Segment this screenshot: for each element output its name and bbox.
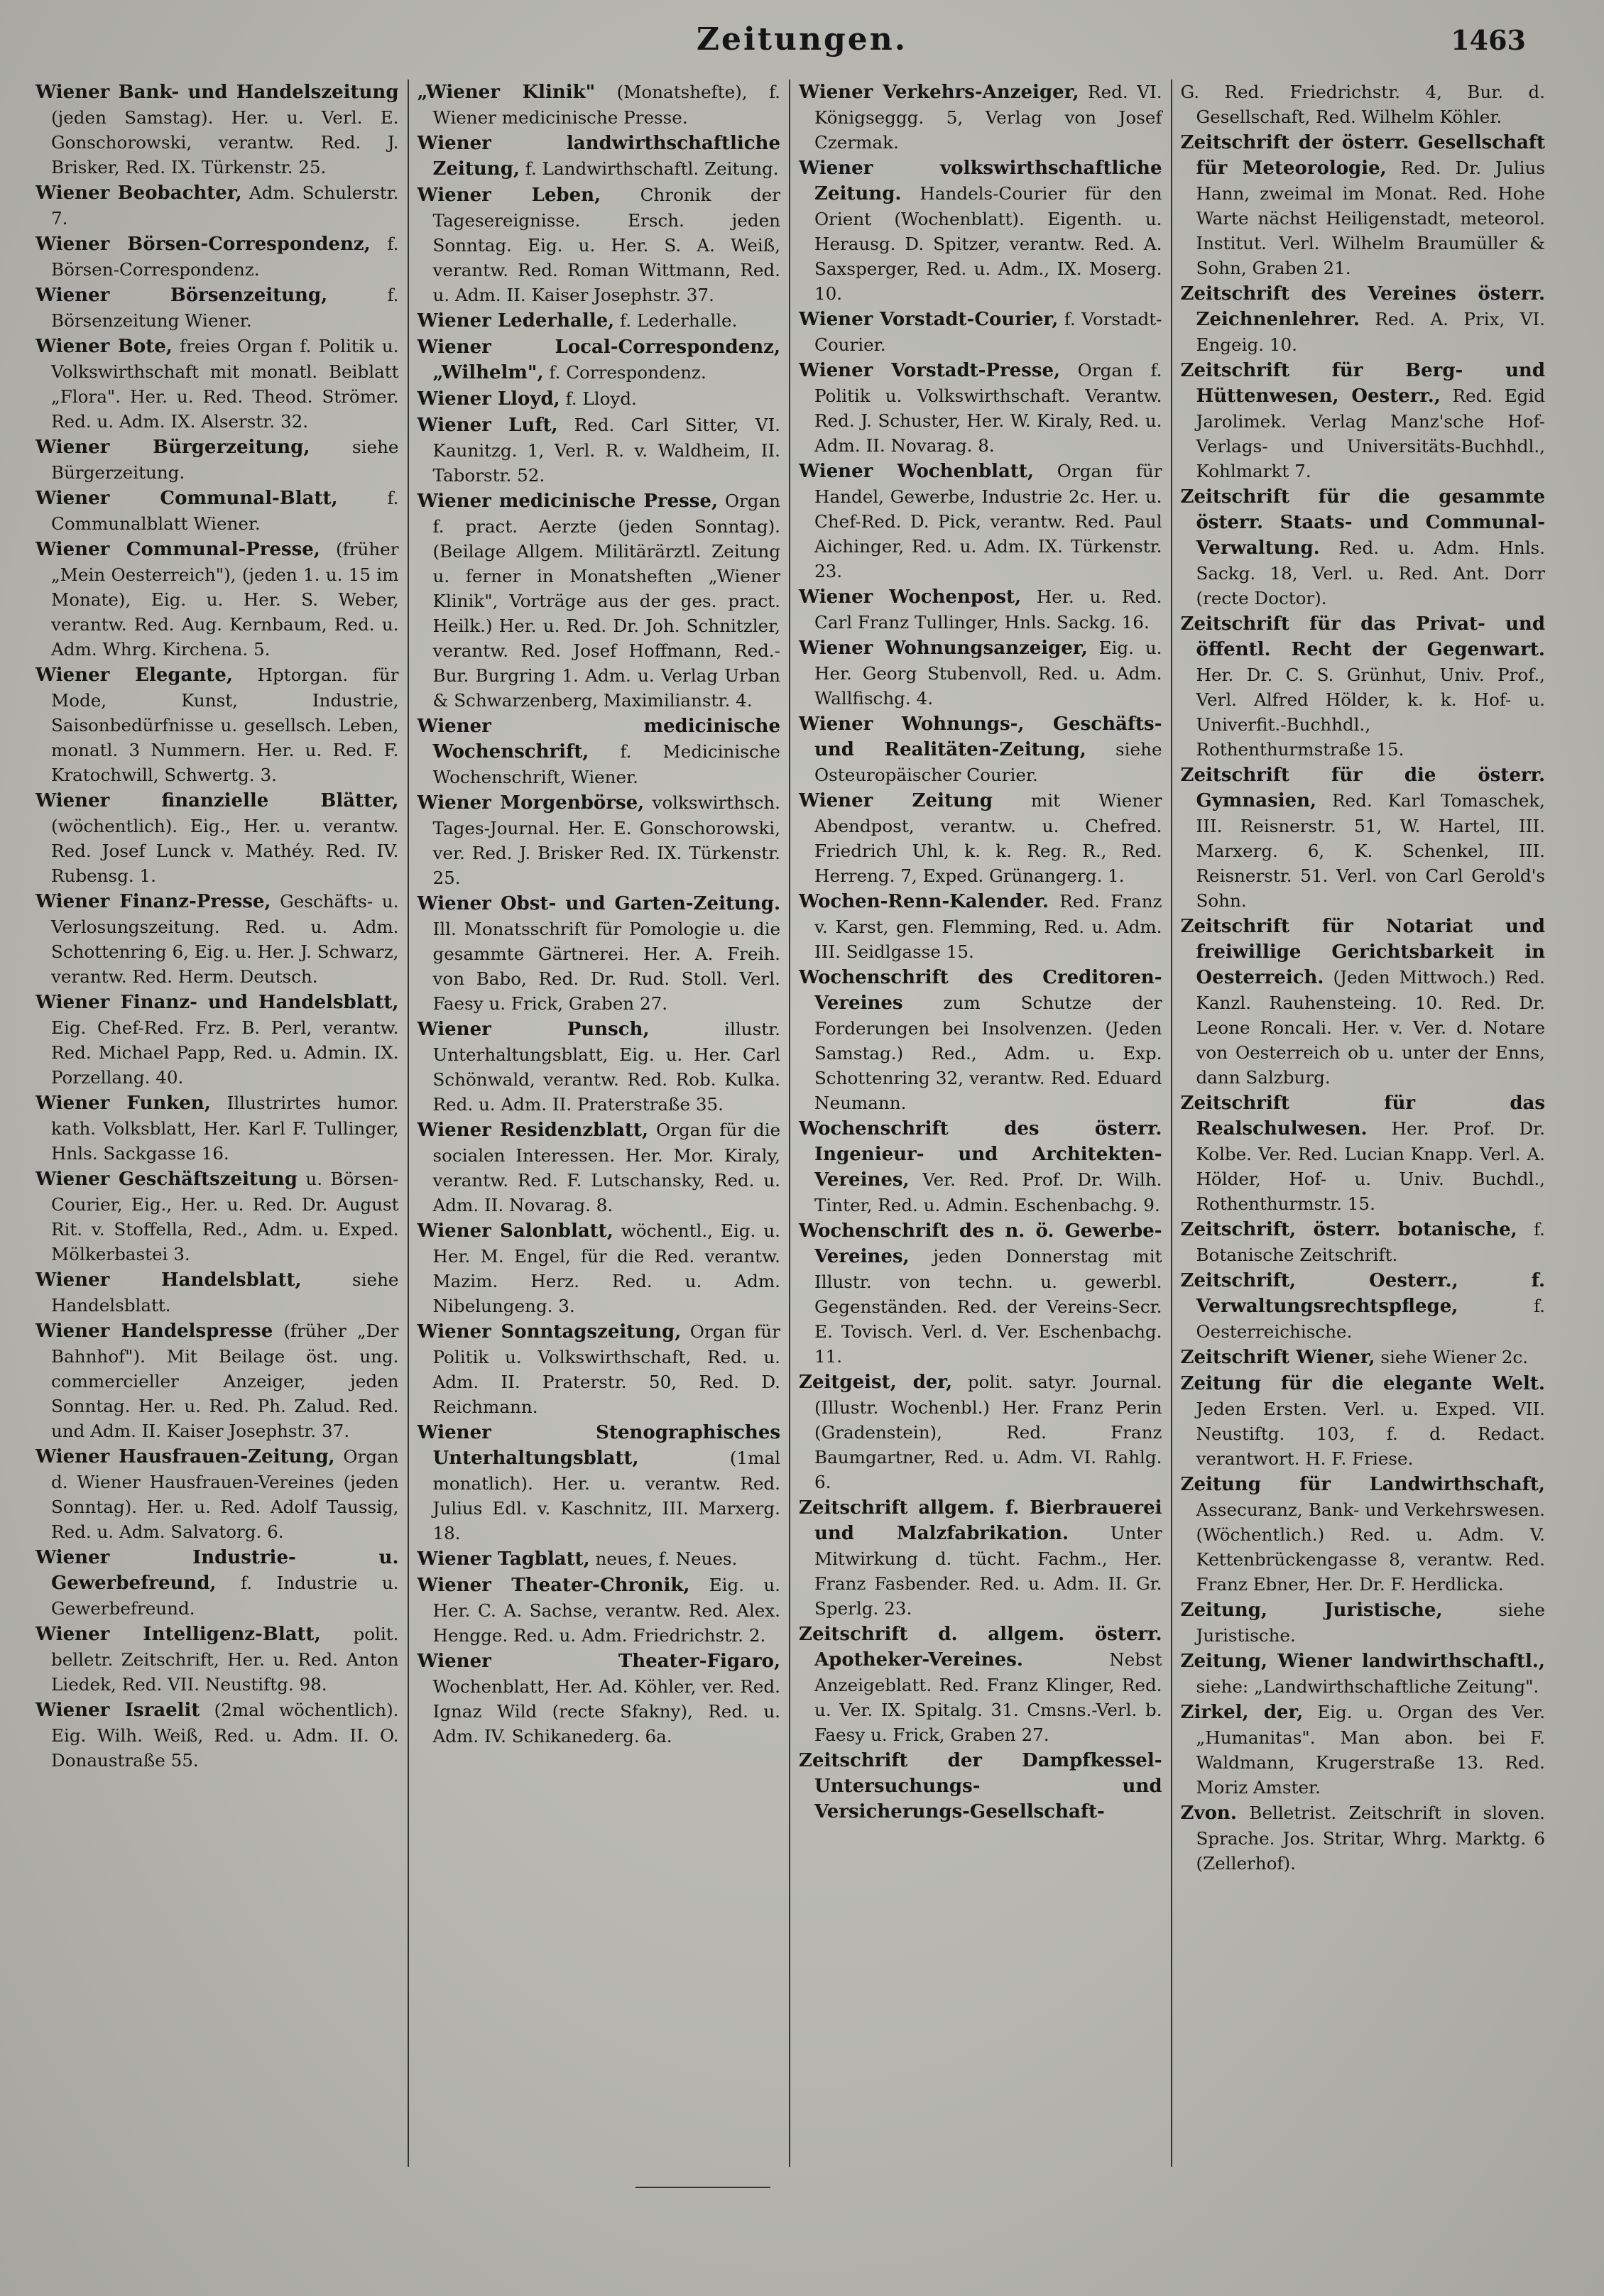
- directory-entry: [1181, 1345, 1546, 1370]
- entry-heading: Zeitschrift Wiener,: [1180, 1347, 1375, 1368]
- directory-entry: [799, 1116, 1162, 1218]
- entry-text: Organ f. pract. Aerzte (jeden Sonntag). (Beilage Allgem. Militärärztl. Zeitung u. ferner in Monatsheften „Wiener Klinik", Vorträge aus der ges. pract. Heilk.) Her. u. Red. Dr. Joh. Schnitzler, verantw. Red. Josef Hoffmann, Red.-Bur. Burgring 1. Adm. u. Verlag Urban & Schwarzenberg, Maximilianstr. 4.: [432, 491, 780, 711]
- directory-entry: [1181, 130, 1546, 280]
- entry-text: Wochenblatt, Her. Ad. Köhler, ver. Red. Ignaz Wild (recte Sfakny), Red. u. Adm. IV. Schikanederg. 6a.: [432, 1676, 780, 1746]
- entry-text: (früher „Der Bahnhof"). Mit Beilage öst. ung. commercieller Anzeiger, jeden Sonntag. Her. u. Red. Ph. Zalud. Red. und Adm. II. Kaiser Josephstr. 37.: [51, 1321, 399, 1441]
- entry-heading: Wiener Lederhalle,: [417, 310, 615, 332]
- entry-text: Ill. Monatsschrift für Pomologie u. die gesammte Gärtnerei. Her. A. Freih. von Babo, Red. Dr. Rud. Stoll. Verl. Faesy u. Frick, Graben 27.: [432, 919, 780, 1014]
- column-3: [790, 80, 1172, 2167]
- entry-heading: Zeitschrift, österr. botanische,: [1180, 1219, 1517, 1240]
- directory-entry: [418, 488, 781, 713]
- directory-entry: [799, 459, 1162, 584]
- entry-text: f. Lloyd.: [560, 388, 637, 409]
- entry-heading: Wiener Bürgerzeitung,: [36, 437, 310, 458]
- entry-heading: Wiener Vorstadt-Presse,: [799, 360, 1061, 381]
- entry-text: freies Organ f. Politik u. Volkswirthschaft mit monatl. Beiblatt „Flora". Her. u. Red. Theod. Strömer. Red. u. Adm. IX. Alserstr. 32.: [51, 336, 399, 432]
- entry-text: Organ für Politik u. Volkswirthschaft, Red. u. Adm. II. Praterstr. 50, Red. D. Reichmann.: [432, 1321, 781, 1417]
- entry-heading: Wiener volkswirthschaftliche Zeitung.: [799, 158, 1162, 204]
- entry-heading: Wiener Obst- und Garten-Zeitung.: [417, 893, 780, 914]
- directory-entry: [36, 231, 399, 282]
- directory-entry: [418, 1573, 781, 1648]
- directory-entry: [418, 182, 781, 307]
- entry-heading: Wiener Residenzblatt,: [417, 1120, 649, 1141]
- directory-entry: [36, 662, 399, 787]
- entry-text: Red. Egid Jarolimek. Verlag Manz'sche Hof-Verlags- und Universitäts-Buchhdl., Kohlmarkt 7.: [1196, 386, 1546, 481]
- directory-entry: [799, 1370, 1162, 1494]
- entry-heading: Wiener Wochenblatt,: [799, 461, 1034, 482]
- entry-text: polit. belletr. Zeitschrift, Her. u. Red. Anton Liedek, Red. VII. Neustiftg. 98.: [51, 1624, 399, 1695]
- entry-text: zum Schutze der Forderungen bei Insolvenzen. (Jeden Samstag.) Red., Adm. u. Exp. Schottenring 32, verantw. Red. Eduard Neumann.: [814, 993, 1162, 1113]
- entry-text: Eig. Chef-Red. Frz. B. Perl, verantw. Red. Michael Papp, Red. u. Admin. IX. Porzellang. 40.: [51, 1017, 399, 1088]
- entry-text: Chronik der Tagesereignisse. Ersch. jeden Sonntag. Eig. u. Her. S. A. Weiß, verantw. Red. Roman Wittmann, Red. u. Adm. II. Kaiser Josephstr. 37.: [432, 185, 780, 305]
- directory-entry: [799, 155, 1162, 306]
- directory-entry: [36, 1318, 399, 1443]
- entry-text: Red. Dr. Julius Hann, zweimal im Monat. Red. Hohe Warte nächst Heiligenstadt, meteorol. Institut. Verl. Wilhelm Braumüller & Sohn, Graben 21.: [1196, 158, 1545, 278]
- entry-heading: Zeitschrift für Notariat und freiwillige Gerichtsbarkeit in Oesterreich.: [1180, 916, 1545, 988]
- entry-text: polit. satyr. Journal. (Illustr. Wochenbl.) Her. Franz Perin (Gradenstein), Red. Franz Baumgartner, Red. u. Adm. VI. Rahlg. 6.: [814, 1372, 1162, 1492]
- entry-text: (2mal wöchentlich). Eig. Wilh. Weiß, Red. u. Adm. II. O. Donaustraße 55.: [51, 1700, 399, 1771]
- directory-entry: [1181, 1700, 1546, 1800]
- directory-entry: [36, 1622, 399, 1697]
- page-number: 1463: [1451, 24, 1526, 56]
- entry-text: jeden Donnerstag mit Illustr. von techn. u. gewerbl. Gegenständen. Red. der Vereins-Secr. E. Tovisch. Verl. d. Ver. Eschenbachg. 11.: [814, 1246, 1162, 1367]
- entry-heading: Wiener Intelligenz-Blatt,: [36, 1624, 321, 1645]
- directory-columns: [27, 80, 1554, 2167]
- entry-heading: Wiener medicinische Wochenschrift,: [417, 716, 780, 762]
- entry-text: Ver. Red. Prof. Dr. Wilh. Tinter, Red. u. Admin. Eschenbachg. 9.: [814, 1169, 1162, 1215]
- column-1: [27, 80, 409, 2167]
- entry-text: siehe Bürgerzeitung.: [51, 437, 399, 483]
- column-4: [1172, 80, 1554, 2167]
- entry-heading: Zeitung für Landwirthschaft,: [1180, 1474, 1545, 1495]
- entry-heading: Wiener Verkehrs-Anzeiger,: [799, 82, 1079, 103]
- entry-heading: Zeitschrift, Oesterr., f. Verwaltungsrechtspflege,: [1180, 1270, 1545, 1317]
- entry-heading: Wiener Geschäftszeitung: [36, 1169, 298, 1190]
- directory-entry: [799, 889, 1162, 964]
- directory-entry: [799, 635, 1162, 711]
- entry-text: G. Red. Friedrichstr. 4, Bur. d. Gesellschaft, Red. Wilhelm Köhler.: [1180, 82, 1545, 127]
- entry-heading: Zeitgeist, der,: [799, 1372, 953, 1393]
- directory-entry: [418, 1117, 781, 1218]
- entry-text: f. Börsen-Correspondenz.: [51, 234, 399, 280]
- entry-text: f. Industrie u. Gewerbefreund.: [51, 1573, 399, 1619]
- entry-heading: Wiener Sonntagszeitung,: [417, 1321, 682, 1343]
- entry-text: (Monatshefte), f. Wiener medicinische Presse.: [432, 82, 780, 128]
- entry-text: siehe Handelsblatt.: [51, 1269, 399, 1316]
- entry-heading: Wiener Stenographisches Unterhaltungsblatt,: [417, 1422, 780, 1469]
- entry-text: siehe Wiener 2c.: [1375, 1347, 1529, 1367]
- entry-heading: Wiener Finanz- und Handelsblatt,: [36, 992, 399, 1013]
- entry-heading: Zeitschrift für das Privat- und öffentl. Recht der Gegenwart.: [1180, 613, 1545, 660]
- directory-entry: [1181, 80, 1546, 129]
- directory-entry: [1181, 1649, 1546, 1699]
- directory-entry: [1181, 1597, 1546, 1648]
- entry-heading: Zeitschrift für das Realschulwesen.: [1180, 1093, 1545, 1139]
- entry-heading: Wiener Finanz-Presse,: [36, 891, 271, 912]
- directory-entry: [1181, 358, 1546, 483]
- directory-entry: [418, 891, 781, 1016]
- entry-heading: Wiener Handelspresse: [36, 1321, 273, 1342]
- entry-text: (früher „Mein Oesterreich"), (jeden 1. u. 15 im Monate), Eig. u. Her. S. Weber, verantw. Red. Aug. Kernbaum, Red. u. Adm. Whrg. Kirchena. 5.: [51, 539, 399, 660]
- entry-text: (wöchentlich). Eig., Her. u. verantw. Red. Josef Lunck v. Mathéy. Red. IV. Rubensg. 1.: [51, 816, 399, 886]
- entry-text: (jeden Samstag). Her. u. Verl. E. Gonschorowski, verantw. Red. J. Brisker, Red. IX. Türkenstr. 25.: [51, 107, 399, 177]
- directory-entry: [1181, 1090, 1546, 1216]
- directory-entry: [799, 1495, 1162, 1621]
- directory-entry: [418, 714, 781, 789]
- entry-heading: Wochenschrift des österr. Ingenieur- und Architekten-Vereines,: [799, 1118, 1162, 1191]
- entry-text: Jeden Ersten. Verl. u. Exped. VII. Neustiftg. 103, f. d. Redact. verantwort. H. F. Friese.: [1196, 1399, 1545, 1469]
- entry-text: f. Botanische Zeitschrift.: [1196, 1219, 1545, 1265]
- entry-heading: Wiener Communal-Blatt,: [36, 488, 338, 509]
- directory-entry: [799, 1218, 1162, 1369]
- entry-heading: Zeitschrift für die gesammte österr. Staats- und Communal-Verwaltung.: [1180, 486, 1545, 559]
- directory-entry: [36, 990, 399, 1090]
- entry-text: f. Correspondenz.: [543, 362, 706, 383]
- entry-text: f. Medicinische Wochenschrift, Wiener.: [432, 741, 780, 787]
- directory-entry: [36, 1444, 399, 1544]
- entry-heading: Zvon.: [1180, 1803, 1237, 1824]
- directory-entry: [418, 131, 781, 182]
- entry-heading: Wiener Zeitung: [799, 790, 993, 811]
- directory-entry: [1181, 611, 1546, 762]
- column-2: [409, 80, 791, 2167]
- entry-text: f. Communalblatt Wiener.: [51, 488, 399, 534]
- entry-text: mit Wiener Abendpost, verantw. u. Chefred. Friedrich Uhl, k. k. Reg. R., Red. Herreng. 7, Exped. Grünangerg. 1.: [814, 790, 1162, 886]
- entry-heading: Wiener Theater-Figaro,: [417, 1651, 780, 1672]
- entry-text: u. Börsen-Courier, Eig., Her. u. Red. Dr. August Rit. v. Stoffella, Red., Adm. u. Exped. Mölkerbastei 3.: [51, 1169, 399, 1264]
- directory-entry: [1181, 1217, 1546, 1267]
- entry-text: (Jeden Mittwoch.) Red. Kanzl. Rauhensteing. 10. Red. Dr. Leone Roncali. Her. v. Ver. d. Notare von Oesterreich ob u. unter der Enns, dann Salzburg.: [1196, 967, 1545, 1088]
- entry-text: neues, f. Neues.: [589, 1548, 738, 1569]
- entry-text: f. Vorstadt-Courier.: [814, 309, 1162, 355]
- directory-entry: [418, 1218, 781, 1318]
- directory-entry: [36, 788, 399, 888]
- entry-text: (1mal monatlich). Her. u. verantw. Red. Julius Edl. v. Kaschnitz, III. Marxerg. 18.: [432, 1448, 780, 1543]
- entry-heading: Wiener landwirthschaftliche Zeitung,: [417, 133, 780, 180]
- directory-entry: [36, 334, 399, 434]
- entry-text: Unter Mitwirkung d. tücht. Fachm., Her. Franz Fasbender. Red. u. Adm. II. Gr. Sperlg. 23.: [814, 1523, 1162, 1619]
- directory-entry: [1181, 1268, 1546, 1344]
- entry-text: Adm. Schulerstr. 7.: [51, 182, 399, 229]
- directory-entry: [36, 1090, 399, 1166]
- entry-heading: Wiener Bote,: [36, 336, 173, 357]
- entry-heading: Wiener Israelit: [36, 1700, 200, 1721]
- directory-entry: [1181, 1472, 1546, 1597]
- entry-text: Handels-Courier für den Orient (Wochenblatt). Eigenth. u. Herausg. D. Spitzer, verantw. Red. A. Saxsperger, Red. u. Adm., IX. Moserg. 10.: [814, 183, 1162, 304]
- entry-heading: Wiener Elegante,: [36, 665, 233, 686]
- entry-text: Red. A. Prix, VI. Engeig. 10.: [1196, 309, 1545, 355]
- directory-entry: [36, 537, 399, 662]
- entry-text: Her. Dr. C. S. Grünhut, Univ. Prof., Verl. Alfred Hölder, k. k. Hof- u. Univerfit.-Buchhdl., Rothenthurmstraße 15.: [1196, 665, 1545, 760]
- directory-entry: [1181, 762, 1546, 913]
- entry-heading: Wiener Morgenbörse,: [417, 792, 645, 814]
- entry-text: Belletrist. Zeitschrift in sloven. Sprache. Jos. Stritar, Whrg. Marktg. 6 (Zellerhof).: [1196, 1803, 1545, 1874]
- entry-heading: Wiener finanzielle Blätter,: [36, 790, 399, 811]
- entry-heading: Zirkel, der,: [1180, 1702, 1304, 1723]
- entry-heading: Wiener Wohnungsanzeiger,: [799, 638, 1088, 659]
- entry-heading: Zeitschrift für die österr. Gymnasien,: [1180, 765, 1545, 811]
- entry-text: Red. Carl Sitter, VI. Kaunitzg. 1, Verl. R. v. Waldheim, II. Taborstr. 52.: [432, 415, 780, 486]
- directory-entry: [36, 486, 399, 536]
- page-title: Zeitungen.: [696, 21, 908, 58]
- directory-entry: [1181, 914, 1546, 1090]
- entry-heading: Wiener Wochenpost,: [799, 586, 1022, 608]
- entry-text: siehe Osteuropäischer Courier.: [814, 739, 1162, 785]
- directory-entry: [418, 308, 781, 334]
- directory-entry: [36, 180, 399, 231]
- directory-entry: [799, 1622, 1162, 1747]
- entry-text: volkswirthsch. Tages-Journal. Her. E. Gonschorowski, ver. Red. J. Brisker Red. IX. Türkenstr. 25.: [432, 792, 780, 888]
- entry-heading: Wiener Lloyd,: [417, 388, 560, 410]
- entry-heading: Wiener Salonblatt,: [417, 1220, 613, 1242]
- directory-entry: [418, 80, 781, 130]
- entry-text: Hptorgan. für Mode, Kunst, Industrie, Saisonbedürfnisse u. gesellsch. Leben, monatl. 3 Nummern. Her. u. Red. F. Kratochwill, Schwertg. 3.: [51, 665, 399, 785]
- entry-heading: Wiener Hausfrauen-Zeitung,: [36, 1446, 335, 1467]
- entry-heading: Wiener Beobachter,: [36, 182, 242, 204]
- directory-entry: [418, 334, 781, 386]
- directory-entry: [418, 1420, 781, 1546]
- directory-entry: [1181, 484, 1546, 611]
- entry-heading: Zeitschrift der österr. Gesellschaft für Meteorologie,: [1180, 132, 1545, 179]
- entry-text: f. Lederhalle.: [614, 310, 738, 331]
- directory-entry: [799, 80, 1162, 155]
- entry-text: siehe Juristische.: [1196, 1600, 1545, 1646]
- entry-text: Geschäfts- u. Verlosungszeitung. Red. u. Adm. Schottenring 6, Eig. u. Her. J. Schwarz, verantw. Red. Herm. Deutsch.: [51, 891, 399, 987]
- entry-text: f. Oesterreichische.: [1196, 1296, 1545, 1342]
- entry-heading: Wiener Leben,: [417, 185, 601, 206]
- entry-heading: Zeitung für die elegante Welt.: [1180, 1373, 1545, 1394]
- entry-heading: Zeitschrift der Dampfkessel-Untersuchungs- und Versicherungs-Gesellschaft-: [799, 1750, 1162, 1822]
- directory-entry: [36, 283, 399, 333]
- entry-text: Red. u. Adm. Hnls. Sackg. 18, Verl. u. Red. Ant. Dorr (recte Doctor).: [1196, 537, 1545, 608]
- entry-text: Organ für die socialen Interessen. Her. Mor. Kiraly, verantw. Red. F. Lutschansky, Red. u. Adm. II. Novarag. 8.: [432, 1120, 780, 1215]
- entry-heading: Zeitung, Wiener landwirthschaftl.,: [1180, 1651, 1545, 1672]
- entry-text: siehe: „Landwirthschaftliche Zeitung".: [1196, 1676, 1539, 1697]
- bottom-divider: [635, 2187, 770, 2188]
- entry-heading: Wiener medicinische Presse,: [417, 491, 719, 512]
- directory-entry: [418, 1017, 781, 1117]
- entry-text: Eig. u. Her. Georg Stubenvoll, Red. u. Adm. Wallfischg. 4.: [814, 638, 1162, 709]
- entry-heading: Zeitschrift allgem. f. Bierbrauerei und Malzfabrikation.: [799, 1497, 1162, 1544]
- directory-entry: [1181, 1800, 1546, 1876]
- entry-heading: Zeitschrift des Vereines österr. Zeichnenlehrer.: [1180, 283, 1545, 330]
- directory-entry: [799, 711, 1162, 787]
- directory-entry: [799, 584, 1162, 635]
- entry-text: Red. Franz v. Karst, gen. Flemming, Red. u. Adm. III. Seidlgasse 15.: [814, 891, 1162, 962]
- entry-text: Nebst Anzeigeblatt. Red. Franz Klinger, Red. u. Ver. IX. Spitalg. 31. Cmsns.-Verl. b. Faesy u. Frick, Graben 27.: [814, 1649, 1162, 1745]
- entry-heading: Wiener Industrie- u. Gewerbefreund,: [36, 1547, 399, 1594]
- directory-entry: [36, 1698, 399, 1773]
- directory-entry: [36, 80, 399, 180]
- entry-text: Assecuranz, Bank- und Verkehrswesen. (Wöchentlich.) Red. u. Adm. V. Kettenbrückengasse 8, verantw. Red. Franz Ebner, Her. Dr. F. Herdlicka.: [1196, 1499, 1545, 1595]
- entry-heading: Wiener Local-Correspondenz, „Wilhelm",: [417, 337, 780, 383]
- entry-heading: Wochen-Renn-Kalender.: [799, 891, 1049, 912]
- entry-heading: Zeitung, Juristische,: [1180, 1600, 1443, 1621]
- directory-entry: [418, 1319, 781, 1419]
- entry-text: f. Landwirthschaftl. Zeitung.: [519, 158, 779, 179]
- directory-entry: [799, 965, 1162, 1115]
- entry-heading: Wiener Theater-Chronik,: [417, 1575, 690, 1596]
- entry-text: wöchentl., Eig. u. Her. M. Engel, für die Red. verantw. Mazim. Herz. Red. u. Adm. Nibelungeng. 3.: [432, 1220, 780, 1316]
- directory-entry: [799, 1748, 1162, 1825]
- directory-entry: [418, 1546, 781, 1572]
- directory-entry: [1181, 281, 1546, 357]
- directory-entry: [799, 788, 1162, 888]
- entry-heading: Zeitschrift d. allgem. österr. Apotheker-Vereines.: [799, 1624, 1162, 1671]
- entry-text: Her. u. Red. Carl Franz Tullinger, Hnls. Sackg. 16.: [814, 586, 1162, 633]
- entry-heading: Wiener Handelsblatt,: [36, 1269, 302, 1291]
- directory-entry: [799, 307, 1162, 357]
- directory-entry: [36, 1166, 399, 1267]
- entry-heading: Wiener Funken,: [36, 1093, 211, 1114]
- directory-entry: [36, 889, 399, 989]
- entry-heading: Wiener Vorstadt-Courier,: [799, 309, 1059, 330]
- entry-heading: Zeitschrift für Berg- und Hüttenwesen, Oesterr.,: [1180, 360, 1545, 407]
- entry-text: Organ d. Wiener Hausfrauen-Vereines (jeden Sonntag). Her. u. Red. Adolf Taussig, Red. u. Adm. Salvatorg. 6.: [51, 1446, 399, 1542]
- entry-text: Organ f. Politik u. Volkswirthschaft. Verantw. Red. J. Schuster, Her. W. Kiraly, Red. u. Adm. II. Novarag. 8.: [814, 360, 1162, 456]
- directory-entry: [418, 790, 781, 890]
- entry-text: Her. Prof. Dr. Kolbe. Ver. Red. Lucian Knapp. Verl. A. Hölder, Hof- u. Univ. Buchdl., Rothenthurmstr. 15.: [1196, 1118, 1545, 1214]
- directory-entry: [1181, 1371, 1546, 1471]
- entry-heading: Wiener Bank- und Handelszeitung: [36, 82, 399, 103]
- entry-text: Red. Karl Tomaschek, III. Reisnerstr. 51, W. Hartel, III. Marxerg. 6, K. Schenkel, III. Reisnerstr. 51. Verl. von Carl Gerold's Sohn.: [1196, 790, 1545, 911]
- entry-heading: Wochenschrift des Creditoren-Vereines: [799, 967, 1162, 1014]
- entry-text: Eig. u. Organ des Ver. „Humanitas". Man abon. bei F. Waldmann, Krugerstraße 13. Red. Moriz Amster.: [1196, 1702, 1546, 1798]
- directory-entry: [418, 1649, 781, 1749]
- directory-entry: [418, 412, 781, 488]
- entry-text: illustr. Unterhaltungsblatt, Eig. u. Her. Carl Schönwald, verantw. Red. Rob. Kulka. Red. u. Adm. II. Praterstraße 35.: [432, 1019, 780, 1115]
- entry-heading: Wiener Communal-Presse,: [36, 539, 320, 560]
- entry-text: Organ für Handel, Gewerbe, Industrie 2c. Her. u. Chef-Red. D. Pick, verantw. Red. Paul Aichinger, Red. u. Adm. IX. Türkenstr. 23.: [814, 461, 1162, 581]
- entry-heading: Wochenschrift des n. ö. Gewerbe-Vereines,: [799, 1220, 1162, 1267]
- page-header: [0, 21, 1604, 71]
- directory-entry: [418, 386, 781, 412]
- entry-heading: Wiener Luft,: [417, 415, 558, 436]
- entry-text: Red. VI. Königseggg. 5, Verlag von Josef Czermak.: [814, 82, 1162, 153]
- entry-text: Illustrirtes humor. kath. Volksblatt, Her. Karl F. Tullinger, Hnls. Sackgasse 16.: [51, 1093, 399, 1164]
- directory-entry: [799, 358, 1162, 458]
- entry-text: f. Börsenzeitung Wiener.: [51, 285, 399, 331]
- entry-heading: Wiener Punsch,: [417, 1019, 650, 1040]
- entry-heading: „Wiener Klinik": [417, 82, 596, 103]
- entry-heading: Wiener Börsen-Correspondenz,: [36, 234, 371, 255]
- entry-heading: Wiener Wohnungs-, Geschäfts- und Realitäten-Zeitung,: [799, 714, 1162, 760]
- directory-entry: [36, 1545, 399, 1621]
- entry-heading: Wiener Börsenzeitung,: [36, 285, 328, 306]
- entry-text: Eig. u. Her. C. A. Sachse, verantw. Red. Alex. Hengge. Red. u. Adm. Friedrichstr. 2.: [432, 1575, 780, 1646]
- directory-entry: [36, 434, 399, 485]
- entry-heading: Wiener Tagblatt,: [417, 1548, 590, 1570]
- directory-entry: [36, 1267, 399, 1318]
